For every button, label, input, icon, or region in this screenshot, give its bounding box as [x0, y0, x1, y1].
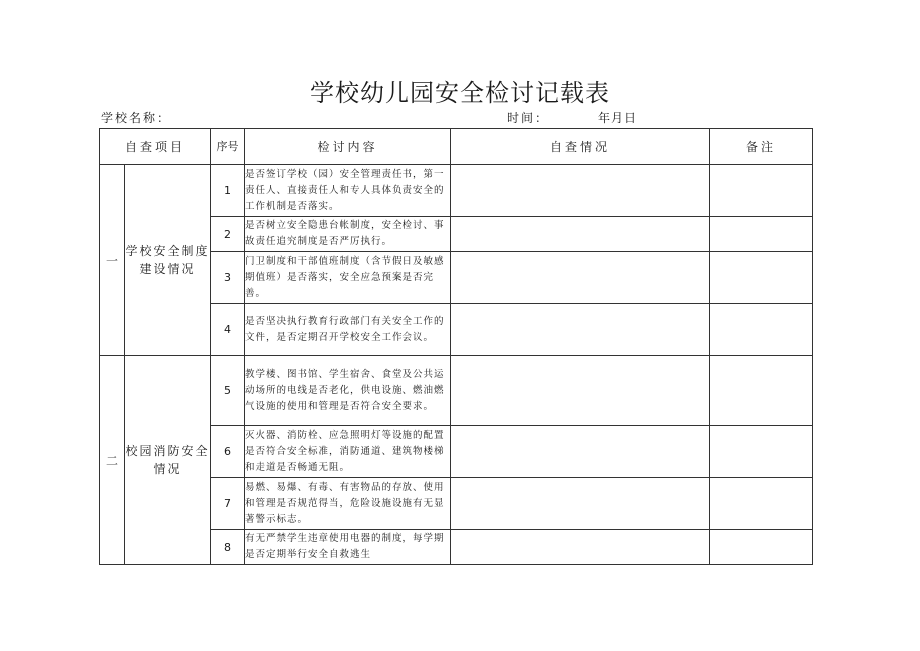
row-seq: 2: [211, 217, 245, 252]
row-content: 是否树立安全隐患台帐制度，安全检讨、事故责任追究制度是否严厉执行。: [245, 217, 451, 252]
inspection-table: [99, 128, 813, 565]
row-content: 是否坚决执行教育行政部门有关安全工作的文件，是否定期召开学校安全工作会议。: [245, 304, 451, 356]
page-title: 学校幼儿园安全检讨记载表: [310, 79, 610, 107]
row-seq: 1: [211, 165, 245, 217]
header-item: 自查项目: [100, 129, 211, 165]
school-name-label: 学校名称：: [101, 111, 172, 125]
section-name: 学校安全制度建设情况: [125, 165, 211, 356]
section-number: 一: [100, 165, 125, 356]
header-remark: 备注: [710, 129, 813, 165]
row-seq: 4: [211, 304, 245, 356]
status-cell[interactable]: [451, 304, 710, 356]
header-seq: 序号: [211, 129, 245, 165]
row-seq: 7: [211, 478, 245, 530]
row-seq: 3: [211, 252, 245, 304]
remark-cell[interactable]: [710, 530, 813, 565]
remark-cell[interactable]: [710, 165, 813, 217]
row-content: 教学楼、图书馆、学生宿舍、食堂及公共运动场所的电线是否老化，供电设施、燃油燃气设施的使用和管理是否符合安全要求。: [245, 356, 451, 426]
status-cell[interactable]: [451, 478, 710, 530]
header-status: 自查情况: [451, 129, 710, 165]
remark-cell[interactable]: [710, 304, 813, 356]
date-label: 年月日: [598, 111, 638, 125]
row-content: 门卫制度和干部值班制度（含节假日及敏感期值班）是否落实，安全应急预案是否完善。: [245, 252, 451, 304]
table-row: [100, 356, 813, 426]
row-seq: 5: [211, 356, 245, 426]
status-cell[interactable]: [451, 356, 710, 426]
status-cell[interactable]: [451, 165, 710, 217]
status-cell[interactable]: [451, 426, 710, 478]
table-row: [100, 165, 813, 217]
row-seq: 8: [211, 530, 245, 565]
remark-cell[interactable]: [710, 478, 813, 530]
remark-cell[interactable]: [710, 356, 813, 426]
status-cell[interactable]: [451, 217, 710, 252]
status-cell[interactable]: [451, 252, 710, 304]
header-content: 检讨内容: [245, 129, 451, 165]
row-content: 易燃、易爆、有毒、有害物品的存放、使用和管理是否规范得当，危险设施设施有无显著警示标志。: [245, 478, 451, 530]
row-content: 有无严禁学生违章使用电器的制度，每学期是否定期举行安全自救逃生: [245, 530, 451, 565]
status-cell[interactable]: [451, 530, 710, 565]
row-content: 灭火器、消防栓、应急照明灯等设施的配置是否符合安全标准，消防通道、建筑物楼梯和走道是否畅通无阻。: [245, 426, 451, 478]
row-seq: 6: [211, 426, 245, 478]
section-number: 二: [100, 356, 125, 565]
time-label: 时间：: [507, 111, 550, 125]
row-content: 是否签订学校（园）安全管理责任书，第一责任人、直接责任人和专人具体负责安全的工作机制是否落实。: [245, 165, 451, 217]
remark-cell[interactable]: [710, 252, 813, 304]
remark-cell[interactable]: [710, 426, 813, 478]
header-row: [100, 129, 813, 165]
remark-cell[interactable]: [710, 217, 813, 252]
section-name: 校园消防安全情况: [125, 356, 211, 565]
